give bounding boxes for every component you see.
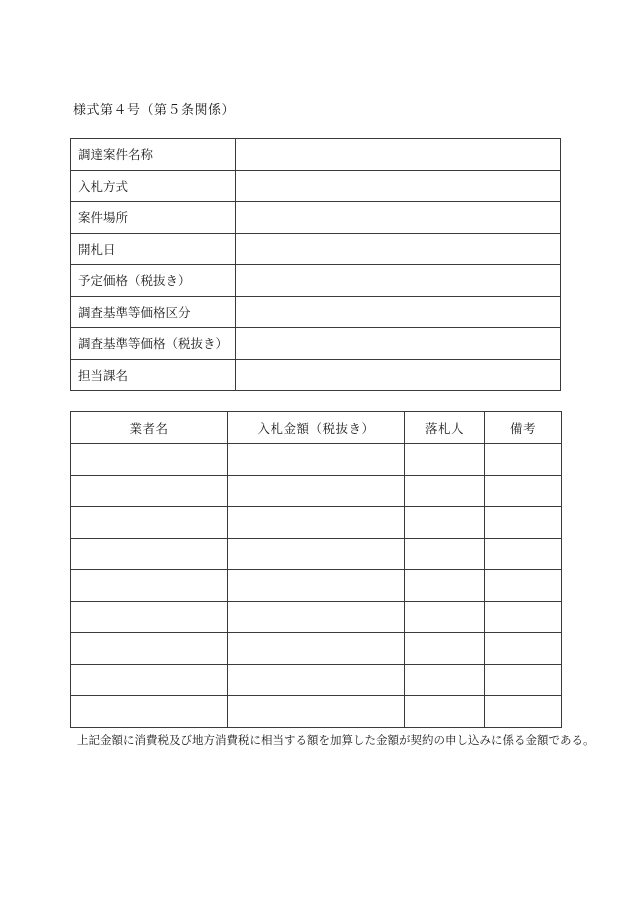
info-value-field[interactable]: [236, 296, 561, 328]
winning-bidder-cell[interactable]: [405, 601, 485, 633]
info-row-department: [71, 359, 561, 391]
table-row: [71, 475, 562, 507]
remarks-cell[interactable]: [485, 475, 562, 507]
header-company-name: 業者名: [71, 412, 228, 444]
info-value-field[interactable]: [236, 170, 561, 202]
table-row: [71, 601, 562, 633]
tax-note: 上記金額に消費税及び地方消費税に相当する額を加算した金額が契約の申し込みに係る金額である。: [77, 733, 595, 747]
remarks-cell[interactable]: [485, 507, 562, 539]
info-label: 調査基準等価格区分: [71, 296, 236, 328]
company-name-cell[interactable]: [71, 444, 228, 476]
bid-amount-cell[interactable]: [228, 475, 405, 507]
bid-amount-cell[interactable]: [228, 444, 405, 476]
company-name-cell[interactable]: [71, 538, 228, 570]
info-row-procurement-name: [71, 139, 561, 171]
bid-amount-cell[interactable]: [228, 601, 405, 633]
table-row: [71, 444, 562, 476]
header-remarks: 備考: [485, 412, 562, 444]
winning-bidder-cell[interactable]: [405, 570, 485, 602]
bid-amount-cell[interactable]: [228, 664, 405, 696]
procurement-info-table: [70, 138, 561, 391]
header-winning-bidder: 落札人: [405, 412, 485, 444]
info-row-bid-method: [71, 170, 561, 202]
company-name-cell[interactable]: [71, 570, 228, 602]
table-row: [71, 696, 562, 728]
bid-amount-cell[interactable]: [228, 507, 405, 539]
winning-bidder-cell[interactable]: [405, 538, 485, 570]
info-label: 開札日: [71, 233, 236, 265]
remarks-cell[interactable]: [485, 570, 562, 602]
info-value-field[interactable]: [236, 139, 561, 171]
company-name-cell[interactable]: [71, 475, 228, 507]
table-row: [71, 664, 562, 696]
info-row-standard-price-category: [71, 296, 561, 328]
bid-amount-cell[interactable]: [228, 633, 405, 665]
info-label: 担当課名: [71, 359, 236, 391]
bid-amount-cell[interactable]: [228, 696, 405, 728]
info-label: 入札方式: [71, 170, 236, 202]
info-label: 案件場所: [71, 202, 236, 234]
bid-amount-cell[interactable]: [228, 538, 405, 570]
remarks-cell[interactable]: [485, 538, 562, 570]
remarks-cell[interactable]: [485, 633, 562, 665]
table-row: [71, 633, 562, 665]
info-value-field[interactable]: [236, 233, 561, 265]
company-name-cell[interactable]: [71, 507, 228, 539]
info-row-standard-price: [71, 328, 561, 360]
info-row-location: [71, 202, 561, 234]
company-name-cell[interactable]: [71, 664, 228, 696]
info-row-opening-date: [71, 233, 561, 265]
company-name-cell[interactable]: [71, 633, 228, 665]
table-row: [71, 570, 562, 602]
info-label: 調査基準等価格（税抜き）: [71, 328, 236, 360]
winning-bidder-cell[interactable]: [405, 507, 485, 539]
winning-bidder-cell[interactable]: [405, 444, 485, 476]
winning-bidder-cell[interactable]: [405, 633, 485, 665]
info-value-field[interactable]: [236, 202, 561, 234]
remarks-cell[interactable]: [485, 444, 562, 476]
info-value-field[interactable]: [236, 265, 561, 297]
form-number: 様式第４号（第５条関係）: [73, 103, 236, 118]
info-row-planned-price: [71, 265, 561, 297]
remarks-cell[interactable]: [485, 601, 562, 633]
winning-bidder-cell[interactable]: [405, 664, 485, 696]
bid-table-header-row: [71, 412, 562, 444]
info-label: 調達案件名称: [71, 139, 236, 171]
remarks-cell[interactable]: [485, 664, 562, 696]
winning-bidder-cell[interactable]: [405, 696, 485, 728]
info-value-field[interactable]: [236, 359, 561, 391]
remarks-cell[interactable]: [485, 696, 562, 728]
bid-amount-cell[interactable]: [228, 570, 405, 602]
header-bid-amount: 入札金額（税抜き）: [228, 412, 405, 444]
info-label: 予定価格（税抜き）: [71, 265, 236, 297]
table-row: [71, 507, 562, 539]
bid-results-table: [70, 411, 562, 728]
info-value-field[interactable]: [236, 328, 561, 360]
company-name-cell[interactable]: [71, 696, 228, 728]
winning-bidder-cell[interactable]: [405, 475, 485, 507]
table-row: [71, 538, 562, 570]
company-name-cell[interactable]: [71, 601, 228, 633]
